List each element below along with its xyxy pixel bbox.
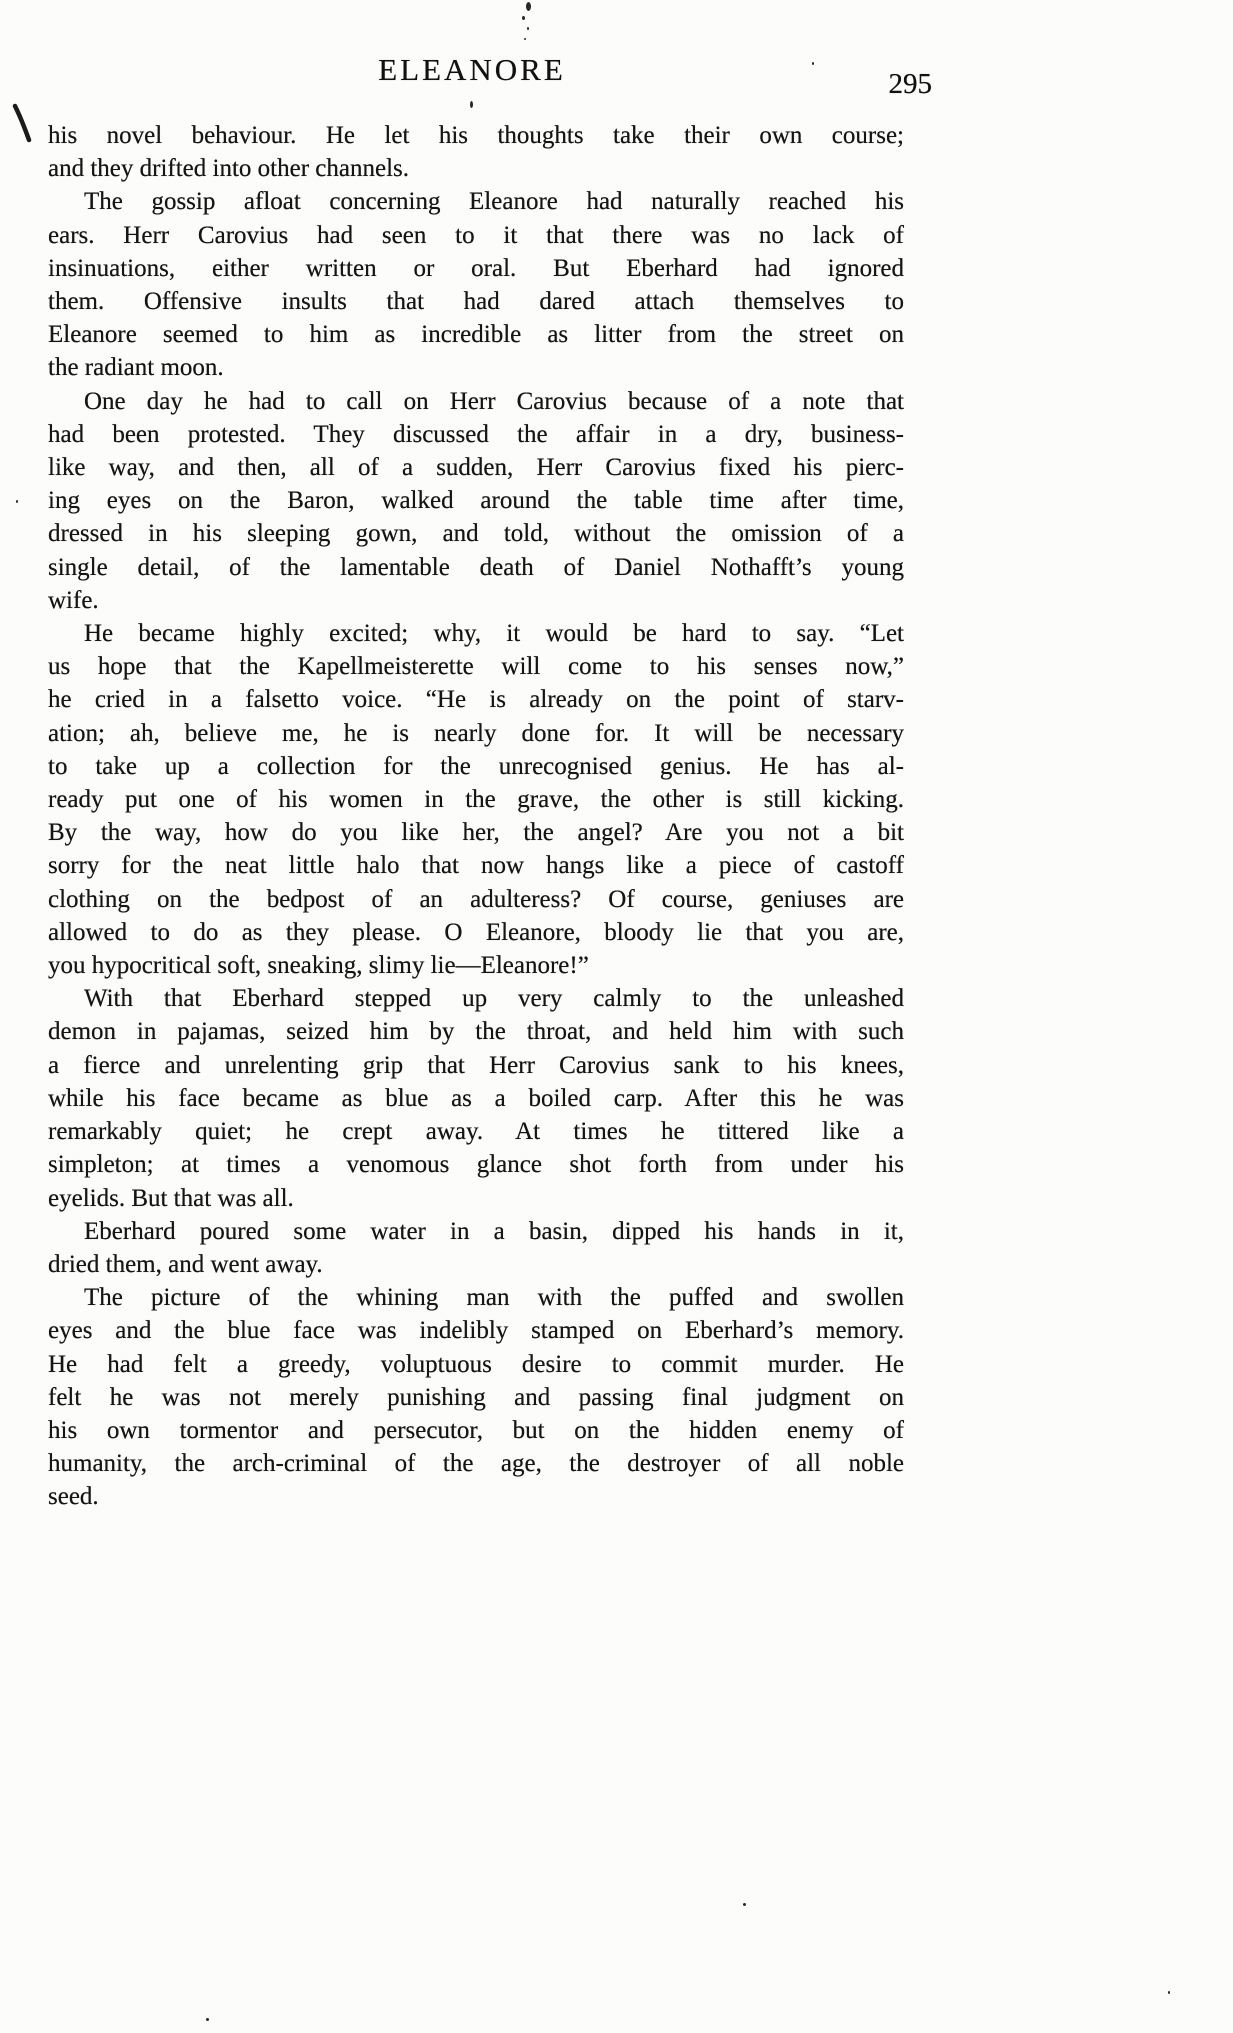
text-line: to take up a collection for the unrecognised genius. He has al- (48, 752, 904, 780)
text-line: Eberhard poured some water in a basin, dipped his hands in it, (84, 1217, 904, 1245)
text-line: remarkably quiet; he crept away. At times he tittered like a (48, 1118, 904, 1146)
paragraph (48, 982, 904, 1214)
text-line: eyelids. But that was all. (48, 1184, 294, 1212)
text-line: wife. (48, 586, 99, 614)
text-line: had been protested. They discussed the affair in a dry, business- (48, 420, 904, 448)
text-line: sorry for the neat little halo that now hangs like a piece of castoff (48, 852, 904, 880)
text-line: his own tormentor and persecutor, but on the hidden enemy of (48, 1416, 904, 1444)
text-line: allowed to do as they please. O Eleanore, bloody lie that you are, (48, 918, 904, 946)
text-line: felt he was not merely punishing and passing final judgment on (48, 1383, 904, 1411)
page-title: ELEANORE (378, 52, 566, 87)
text-line: ing eyes on the Baron, walked around the table time after time, (48, 487, 904, 515)
text-line: seed. (48, 1483, 99, 1511)
text-line: ears. Herr Carovius had seen to it that there was no lack of (48, 221, 904, 249)
noise-speck (522, 16, 525, 20)
text-line: He became highly excited; why, it would be hard to say. “Let (84, 620, 904, 648)
noise-speck (526, 2, 531, 11)
noise-speck (743, 1903, 746, 1906)
noise-speck (16, 500, 18, 503)
text-line: dried them, and went away. (48, 1250, 323, 1278)
text-line: and they drifted into other channels. (48, 155, 409, 183)
paragraph (48, 119, 904, 185)
text-line: us hope that the Kapellmeisterette will come to his senses now,” (48, 653, 904, 681)
text-line: With that Eberhard stepped up very calmly to the unleashed (84, 985, 904, 1013)
text-line: Eleanore seemed to him as incredible as litter from the street on (48, 321, 904, 349)
noise-speck (524, 38, 526, 40)
text-line: he cried in a falsetto voice. “He is already on the point of starv- (48, 686, 904, 714)
text-line: dressed in his sleeping gown, and told, without the omission of a (48, 520, 904, 548)
text-line: like way, and then, all of a sudden, Herr Carovius fixed his pierc- (48, 454, 904, 482)
text-line: The picture of the whining man with the puffed and swollen (84, 1284, 904, 1312)
text-line: a fierce and unrelenting grip that Herr Carovius sank to his knees, (48, 1051, 904, 1079)
paragraph (48, 1215, 904, 1281)
noise-speck (1168, 1991, 1170, 1994)
paragraph (48, 617, 904, 982)
text-line: while his face became as blue as a boiled carp. After this he was (48, 1084, 904, 1112)
text-line: you hypocritical soft, sneaking, slimy lie—Eleanore!” (48, 952, 589, 980)
noise-speck (812, 62, 814, 65)
paragraph (48, 1281, 904, 1513)
text-line: them. Offensive insults that had dared attach themselves to (48, 288, 904, 316)
page-header (48, 52, 932, 112)
text-line: demon in pajamas, seized him by the throat, and held him with such (48, 1018, 904, 1046)
paragraph (48, 385, 904, 617)
paragraph (48, 185, 904, 384)
text-line: his novel behaviour. He let his thoughts take their own course; (48, 122, 904, 149)
text-line: By the way, how do you like her, the angel? Are you not a bit (48, 819, 904, 847)
text-line: humanity, the arch-criminal of the age, the destroyer of all noble (48, 1450, 904, 1478)
text-line: single detail, of the lamentable death of Daniel Nothafft’s young (48, 553, 904, 581)
text-line: the radiant moon. (48, 354, 224, 382)
text-line: simpleton; at times a venomous glance shot forth from under his (48, 1151, 904, 1179)
text-line: One day he had to call on Herr Carovius because of a note that (84, 387, 904, 415)
text-line: insinuations, either written or oral. But Eberhard had ignored (48, 254, 904, 282)
text-line: eyes and the blue face was indelibly stamped on Eberhard’s memory. (48, 1317, 904, 1345)
noise-speck (470, 101, 473, 108)
page-number: 295 (888, 68, 932, 100)
text-line: He had felt a greedy, voluptuous desire to commit murder. He (48, 1350, 904, 1378)
text-line: ation; ah, believe me, he is nearly done for. It will be necessary (48, 719, 904, 747)
text-line: ready put one of his women in the grave, the other is still kicking. (48, 786, 904, 814)
noise-speck (206, 2018, 209, 2021)
body-text (48, 119, 904, 1514)
text-line: clothing on the bedpost of an adulteress? Of course, geniuses are (48, 885, 904, 913)
noise-speck (527, 27, 529, 30)
text-line: The gossip afloat concerning Eleanore had naturally reached his (84, 188, 904, 216)
pen-mark (8, 100, 48, 150)
